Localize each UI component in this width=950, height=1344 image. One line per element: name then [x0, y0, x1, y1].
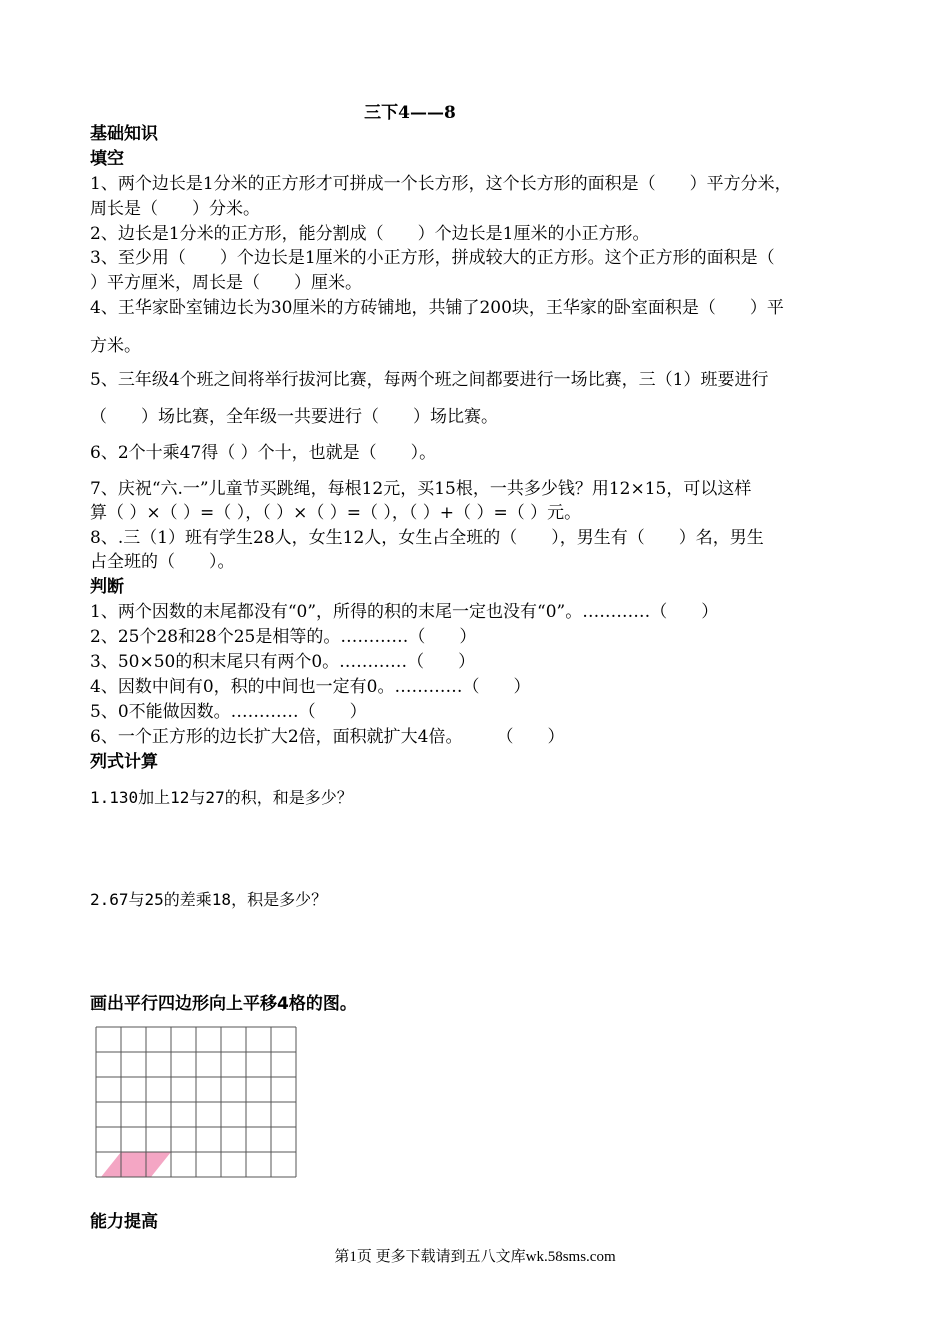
calc-item: 2.67与25的差乘18，积是多少？	[90, 890, 328, 909]
fill-item: 占全班的（ ）。	[90, 552, 235, 572]
page-footer: 第1页 更多下载请到五八文库wk.58sms.com	[334, 1249, 616, 1265]
judge-item: 3、50×50的积末尾只有两个0。…………（ ）	[90, 652, 476, 672]
fill-item: 周长是（ ）分米。	[90, 199, 260, 219]
section-basic-heading: 基础知识	[90, 124, 158, 144]
fill-item: 1、两个边长是1分米的正方形才可拼成一个长方形，这个长方形的面积是（ ）平方分米，	[90, 174, 792, 194]
judge-item: 2、25个28和28个25是相等的。…………（ ）	[90, 627, 477, 647]
fill-item: 2、边长是1分米的正方形，能分割成（ ）个边长是1厘米的小正方形。	[90, 224, 650, 244]
section-fill-heading: 填空	[90, 149, 124, 169]
page-title: 三下4——8	[364, 103, 456, 123]
fill-item: 4、王华家卧室铺边长为30厘米的方砖铺地，共铺了200块，王华家的卧室面积是（ ）平	[90, 298, 784, 318]
judge-item: 4、因数中间有0，积的中间也一定有0。…………（ ）	[90, 677, 531, 697]
judge-item: 1、两个因数的末尾都没有“0”，所得的积的末尾一定也没有“0”。…………（ ）	[90, 602, 719, 622]
section-judge-heading: 判断	[90, 577, 124, 597]
fill-item: 6、2个十乘47得（ ）个十，也就是（ ）。	[90, 443, 437, 463]
section-advanced-heading: 能力提高	[90, 1212, 158, 1232]
fill-item: 3、至少用（ ）个边长是1厘米的小正方形，拼成较大的正方形。这个正方形的面积是（	[90, 248, 775, 268]
section-draw-heading: 画出平行四边形向上平移4格的图。	[90, 994, 357, 1014]
judge-item: 5、0不能做因数。…………（ ）	[90, 702, 367, 722]
translation-grid	[95, 1026, 297, 1178]
pink-parallelogram	[101, 1152, 171, 1177]
fill-item: 5、三年级4个班之间将举行拔河比赛，每两个班之间都要进行一场比赛，三（1）班要进行	[90, 370, 769, 390]
fill-item: ）平方厘米，周长是（ ）厘米。	[90, 273, 362, 293]
section-calc-heading: 列式计算	[90, 752, 158, 772]
judge-item: 6、一个正方形的边长扩大2倍，面积就扩大4倍。 （ ）	[90, 727, 565, 747]
fill-item: （ ）场比赛，全年级一共要进行（ ）场比赛。	[90, 407, 498, 427]
calc-item: 1.130加上12与27的积，和是多少？	[90, 788, 353, 807]
fill-item: 7、庆祝“六.一”儿童节买跳绳，每根12元，买15根，一共多少钱？用12×15，可以这样	[90, 479, 752, 499]
fill-item: 8、.三（1）班有学生28人，女生12人，女生占全班的（ ），男生有（ ）名，男生	[90, 528, 764, 548]
fill-item: 方米。	[90, 336, 141, 356]
fill-item: 算（ ）×（ ）=（ ），（ ）×（ ）=（ ），（ ）+（ ）=（ ）元。	[90, 503, 582, 523]
grid-figure	[95, 1026, 297, 1178]
